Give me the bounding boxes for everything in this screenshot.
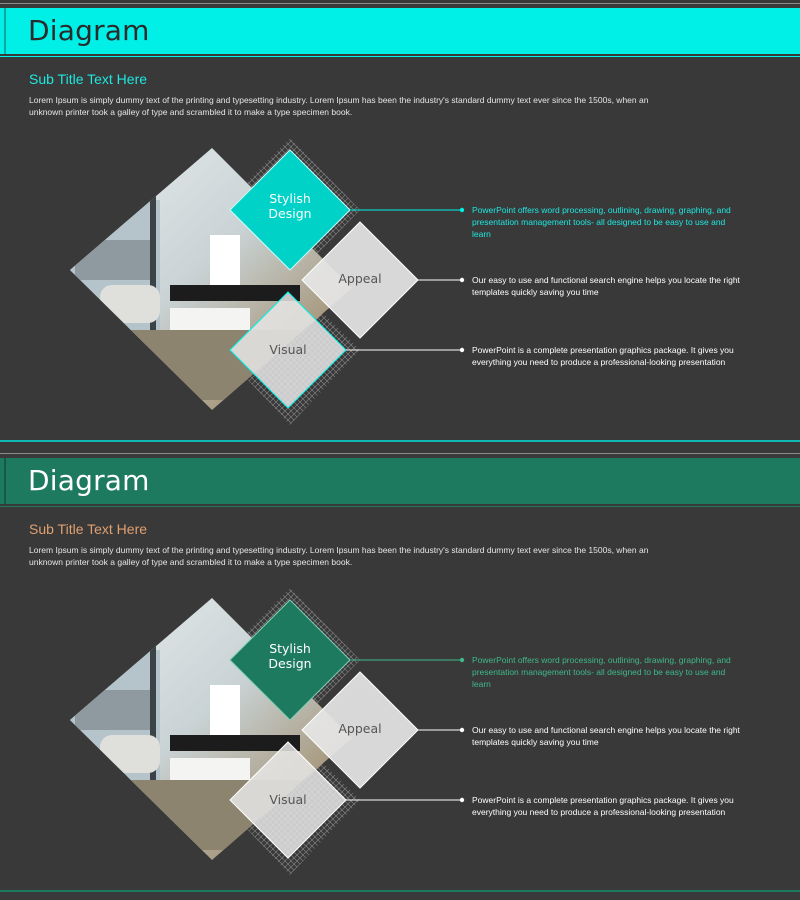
- connector-dot: [460, 348, 464, 352]
- footer-line: [0, 890, 800, 892]
- subtitle: Sub Title Text Here: [29, 71, 148, 87]
- slide-2: [0, 450, 800, 900]
- description-2: Our easy to use and functional search engine helps you locate the right templates quickly saving you time: [472, 725, 740, 747]
- stylish-design-label: [250, 191, 330, 221]
- label-line-1: Stylish: [269, 191, 311, 206]
- visual-label: Visual: [269, 792, 307, 807]
- label-line-1: Stylish: [269, 641, 311, 656]
- body-text: Lorem Ipsum is simply dummy text of the printing and typesetting industry. Lorem Ipsum has been the industry's standard dummy text ever since the 1500s, when an unknown printer took a galley of type and scrambled it to make a type specimen book.: [29, 545, 649, 567]
- subtitle: Sub Title Text Here: [29, 521, 148, 537]
- stylish-design-label: [250, 641, 330, 671]
- connector-dot: [460, 658, 464, 662]
- description-1: PowerPoint offers word processing, outlining, drawing, graphing, and presentation management tools- all designed to be easy to use and learn: [472, 205, 731, 239]
- connector-dot: [460, 208, 464, 212]
- visual-label: Visual: [269, 342, 307, 357]
- connector-dot: [460, 798, 464, 802]
- connector-dot: [460, 728, 464, 732]
- slide-title: Diagram: [28, 464, 150, 497]
- connector-dot: [460, 278, 464, 282]
- description-2: Our easy to use and functional search engine helps you locate the right templates quickly saving you time: [472, 275, 740, 297]
- appeal-label: Appeal: [338, 721, 382, 736]
- body-text: Lorem Ipsum is simply dummy text of the printing and typesetting industry. Lorem Ipsum has been the industry's standard dummy text ever since the 1500s, when an unknown printer took a galley of type and scrambled it to make a type specimen book.: [29, 95, 649, 117]
- description-1: PowerPoint offers word processing, outlining, drawing, graphing, and presentation management tools- all designed to be easy to use and learn: [472, 655, 731, 689]
- footer-line: [0, 440, 800, 442]
- slide-title: Diagram: [28, 14, 150, 47]
- appeal-label: Appeal: [338, 271, 382, 286]
- label-line-2: Design: [268, 656, 312, 671]
- label-line-2: Design: [268, 206, 312, 221]
- description-3: PowerPoint is a complete presentation graphics package. It gives you everything you need to produce a professional-looking presentation: [472, 345, 734, 367]
- description-3: PowerPoint is a complete presentation graphics package. It gives you everything you need to produce a professional-looking presentation: [472, 795, 734, 817]
